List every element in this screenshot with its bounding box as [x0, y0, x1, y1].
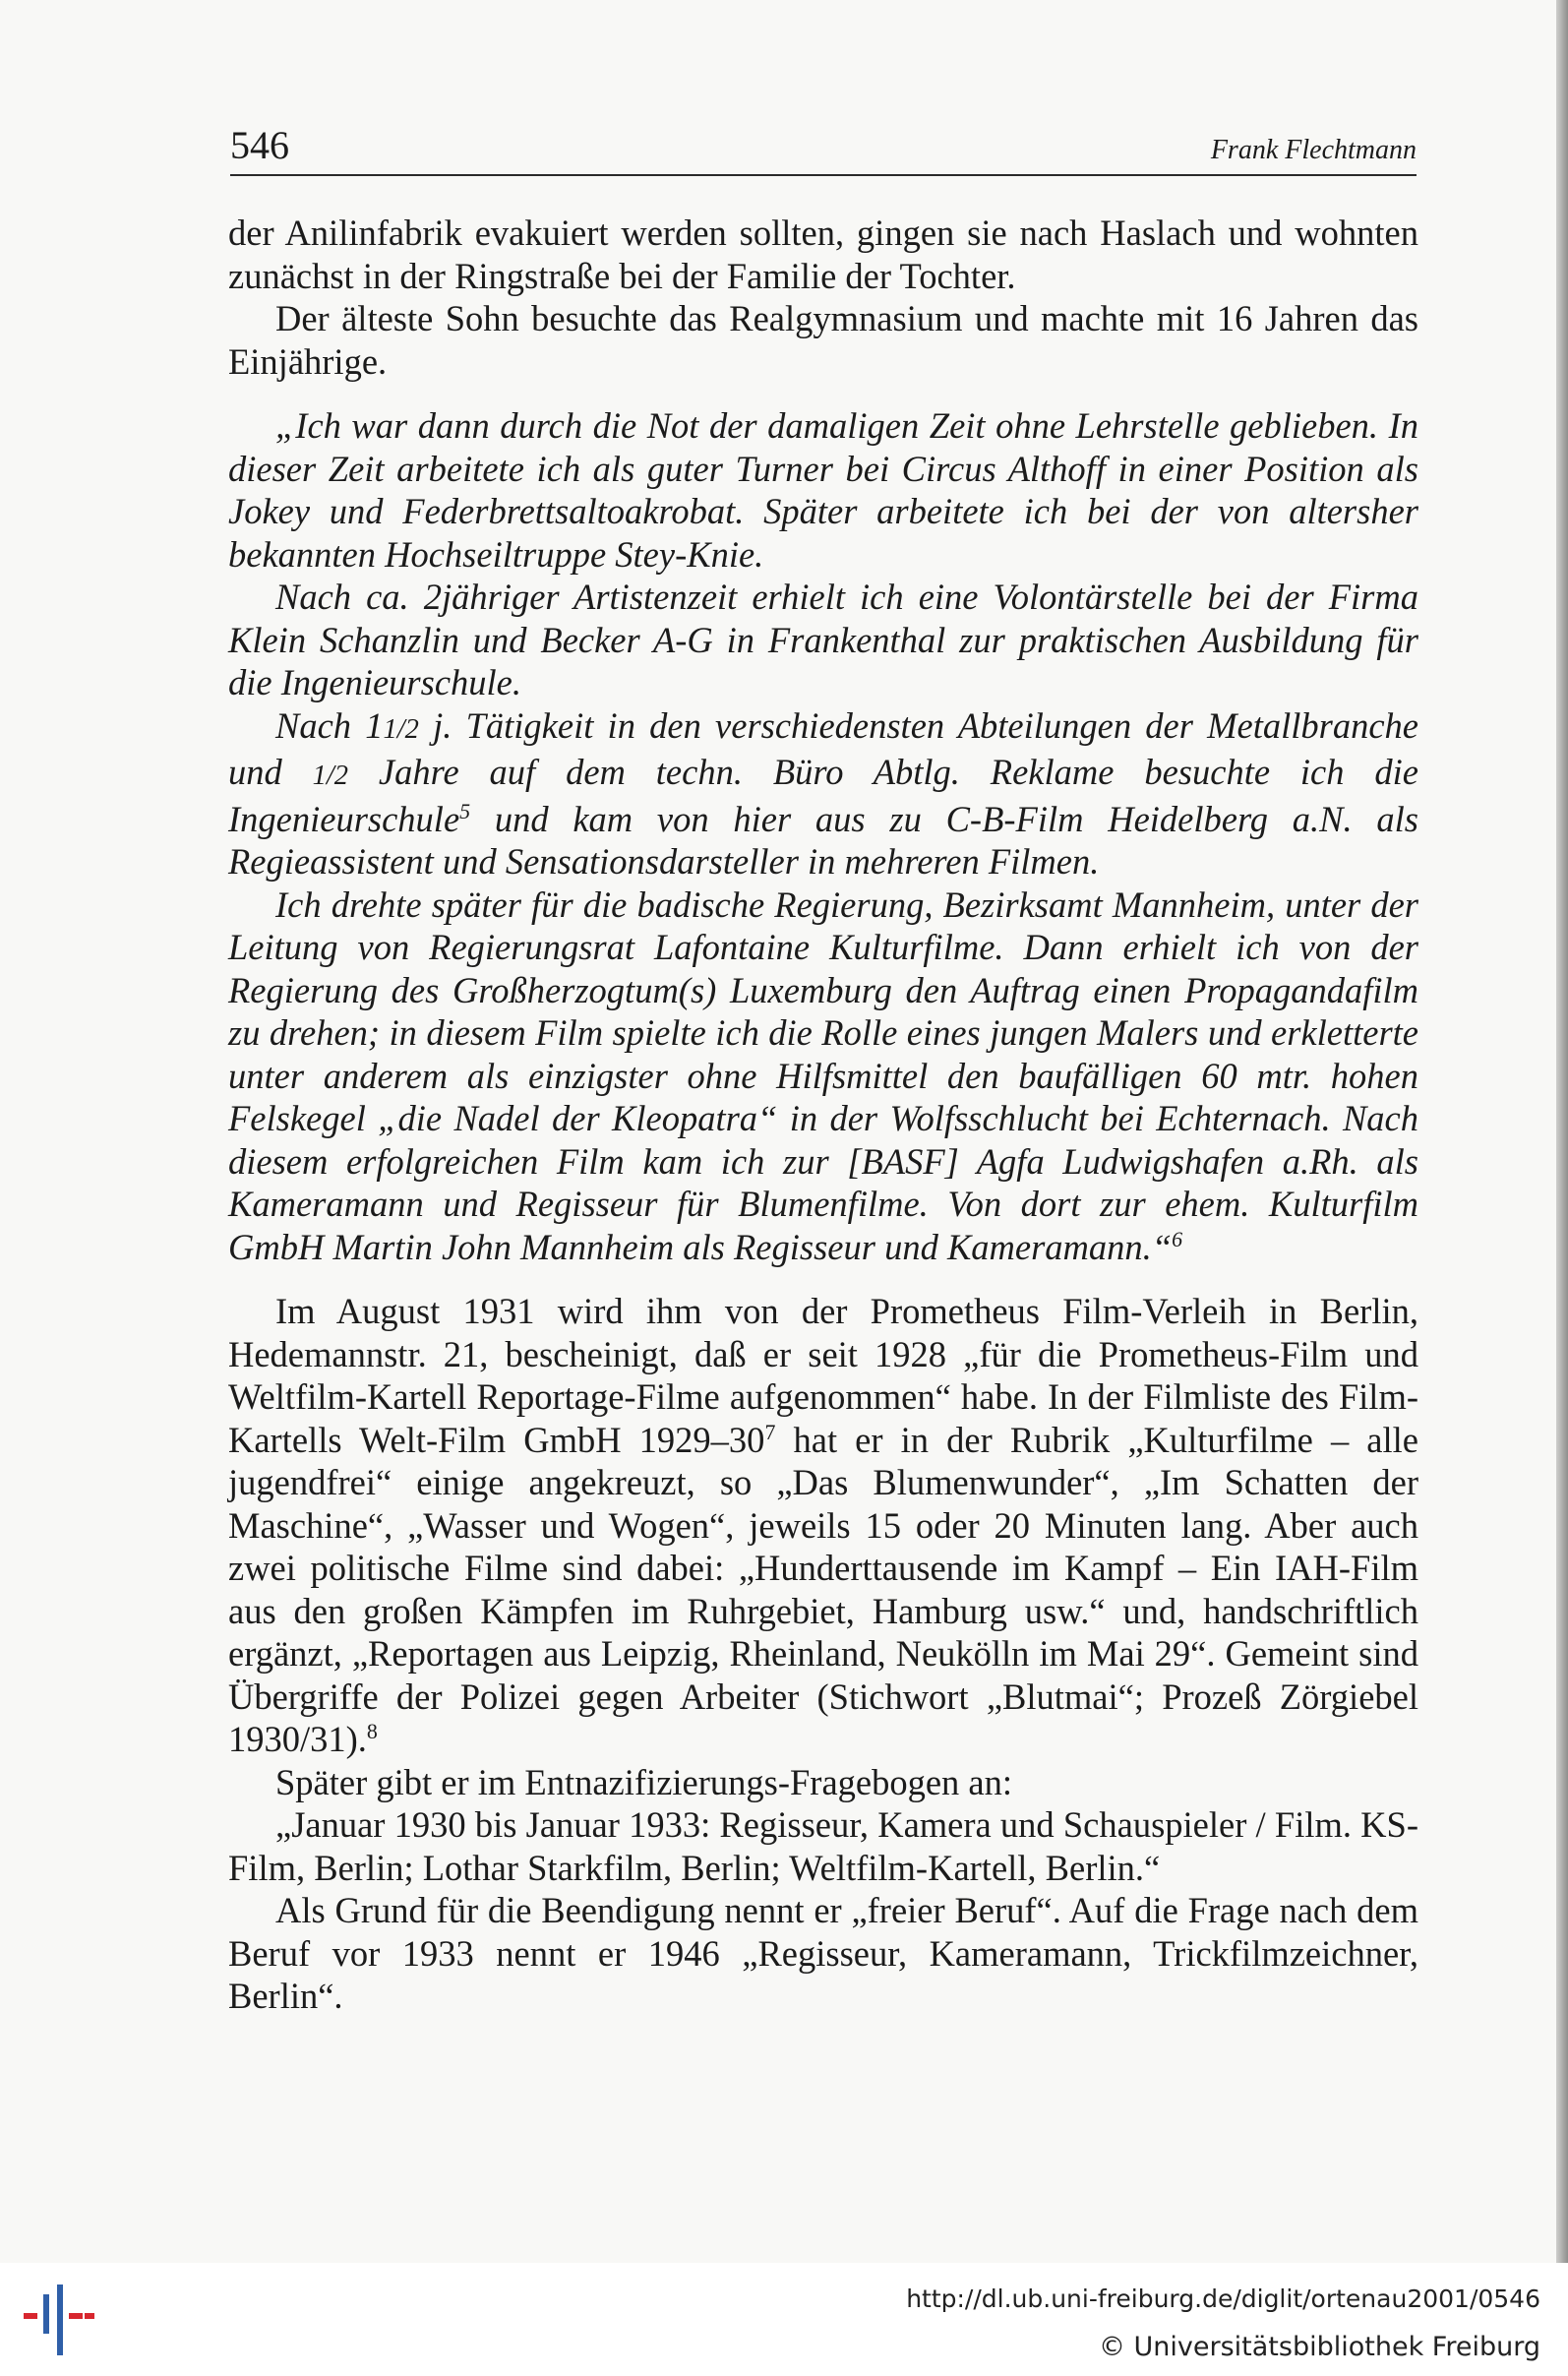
footnote-ref-8: 8	[366, 1718, 378, 1743]
paragraph-2: Der älteste Sohn besuchte das Realgymnasium und machte mit 16 Jahren das Einjährige.	[228, 298, 1418, 382]
fraction: 1/2	[312, 761, 349, 791]
copyright-notice: © Universitätsbibliothek Freiburg	[1098, 2332, 1540, 2362]
footnote-ref-5: 5	[459, 798, 471, 823]
running-head-author: Frank Flechtmann	[1210, 135, 1417, 165]
footnote-ref-6: 6	[1172, 1226, 1183, 1251]
page-number: 546	[230, 123, 289, 167]
quote-paragraph-2: Nach ca. 2jähriger Artistenzeit erhielt ich eine Volontärstelle bei der Firma Klein Schanzlin und Becker A-G in Frankenthal zur praktischen Ausbildung für die Ingenieurschule.	[228, 577, 1418, 702]
quote-paragraph-4: Ich drehte später für die badische Regierung, Bezirksamt Mannheim, unter der Leitung von Regierungsrat Lafontaine Kulturfilme. Dann erhielt ich von der Regierung des Großherzogtum(s) Luxemburg den Auftrag einen Propagandafilm zu drehen; in diesem Film spielte ich die Rolle eines jungen Malers und erkletterte unter anderem als einzigster ohne Hilfsmittel den baufälligen 60 mtr. hohen Felskegel „die Nadel der Kleopatra“ in der Wolfsschlucht bei Echternach. Nach diesem erfolgreichen Film kam ich zur [BASF] Agfa Ludwigshafen a.Rh. als Kameramann und Regisseur für Blumenfilme. Von dort zur ehem. Kulturfilm GmbH Martin John Mannheim als Regisseur und Kameramann.“$^6$	[228, 883, 1418, 1267]
ub-freiburg-logo-icon	[22, 2281, 100, 2359]
permalink-url[interactable]: http://dl.ub.uni-freiburg.de/diglit/ortenau2001/0546	[906, 2285, 1540, 2313]
quote-paragraph-1: „Ich war dann durch die Not der damaligen Zeit ohne Lehrstelle geblieben. In dieser Zeit arbeitete ich als guter Turner bei Circus Althoff in einer Position als Jokey und Federbrettsaltoakrobat. Später arbeitete ich bei der von altersher bekannten Hochseiltruppe Stey-Knie.	[228, 405, 1418, 575]
footnote-ref-7: 7	[764, 1419, 776, 1444]
paragraph-1: der Anilinfabrik evakuiert werden sollten, gingen sie nach Haslach und wohnten zunächst in der Ringstraße bei der Familie der Tochter.	[228, 213, 1418, 296]
page-header	[230, 119, 1417, 176]
fraction: 1/2	[383, 713, 419, 745]
paragraph-6: Als Grund für die Beendigung nennt er „freier Beruf“. Auf die Frage nach dem Beruf vor 1933 nennt er 1946 „Regisseur, Kameramann, Trickfilmzeichner, Berlin“.	[228, 1890, 1418, 2016]
page-edge-shadow	[1556, 0, 1568, 2263]
body-text	[228, 212, 1418, 2018]
paragraph-4: Später gibt er im Entnazifizierungs-Fragebogen an:	[275, 1761, 1013, 1802]
paragraph-5: „Januar 1930 bis Januar 1933: Regisseur, Kamera und Schauspieler / Film. KS-Film, Berlin; Lothar Starkfilm, Berlin; Weltfilm-Kartell, Berlin.“	[228, 1804, 1418, 1888]
paragraph-3: Im August 1931 wird ihm von der Prometheus Film-Verleih in Berlin, Hedemannstr. 21, bescheinigt, daß er seit 1928 „für die Prometheus-Film und Weltfilm-Kartell Reportage-Filme aufgenommen“ habe. In der Filmliste des Film-Kartells Welt-Film GmbH $1929-30^7$ hat er in der Rubrik „Kulturfilme – alle jugendfrei“ einige angekreuzt, so „Das Blumenwunder“, „Im Schatten der Maschine“, „Wasser und Wogen“, jeweils 15 oder 20 Minuten lang. Aber auch zwei politische Filme sind dabei: „Hunderttausende im Kampf – Ein IAH-Film aus den großen Kämpfen im Ruhrgebiet, Hamburg usw.“ und, handschriftlich ergänzt, „Reportagen aus Leipzig, Rheinland, Neukölln im Mai 29“. Gemeint sind Übergriffe der Polizei gegen Arbeiter (Stichwort „Blutmai“; Prozeß Zörgiebel 1930/31).$^8$	[228, 1291, 1418, 1759]
quote-paragraph-3: Nach 11/2 j. Tätigkeit in den verschiedensten Abteilungen der Metallbranche und 1/2 Jahre auf dem techn. Büro Abtlg. Reklame besuchte ich die Ingenieurschule$^5$ und kam von hier aus zu C-B-Film Heidelberg a.N. als Regieassistent und Sensationsdarsteller in mehreren Filmen.	[228, 704, 1419, 882]
